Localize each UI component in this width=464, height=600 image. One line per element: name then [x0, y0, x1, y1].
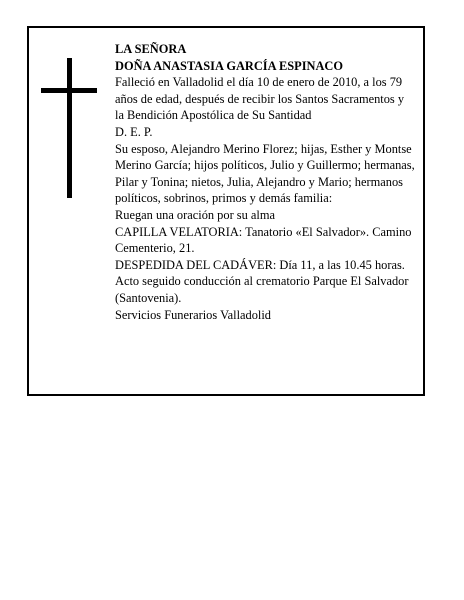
cross-vertical-bar — [67, 58, 72, 198]
deceased-name: DOÑA ANASTASIA GARCÍA ESPINACO — [115, 58, 344, 73]
death-details: Falleció en Valladolid el día 10 de enero de 2010, a los 79 años de edad, después de recibir los Santos Sacramentos y la Bendición Apostólica de Su Santidad — [115, 75, 405, 123]
notice-text — [115, 41, 415, 323]
rip-line: D. E. P. — [115, 124, 153, 139]
family-list: Su esposo, Alejandro Merino Florez; hijas, Esther y Montse Merino García; hijos políticos, Julio y Guillermo; hermanas, Pilar y Tonina; nietos, Julia, Alejandro y Mario; hermanos políticos, sobrinos, primos y demás familia: — [115, 141, 415, 206]
farewell-info: DESPEDIDA DEL CADÁVER: Día 11, a las 10.45 horas. Acto seguido conducción al crematorio Parque El Salvador (Santovenia). — [115, 257, 409, 305]
chapel-info: CAPILLA VELATORIA: Tanatorio «El Salvador». Camino Cementerio, 21. — [115, 224, 412, 256]
obituary-notice — [27, 26, 425, 396]
heading-title: LA SEÑORA — [115, 42, 187, 56]
latin-cross-icon — [41, 58, 97, 198]
funeral-services: Servicios Funerarios Valladolid — [115, 307, 272, 322]
cross-horizontal-bar — [41, 88, 97, 93]
prayer-request: Ruegan una oración por su alma — [115, 207, 275, 222]
